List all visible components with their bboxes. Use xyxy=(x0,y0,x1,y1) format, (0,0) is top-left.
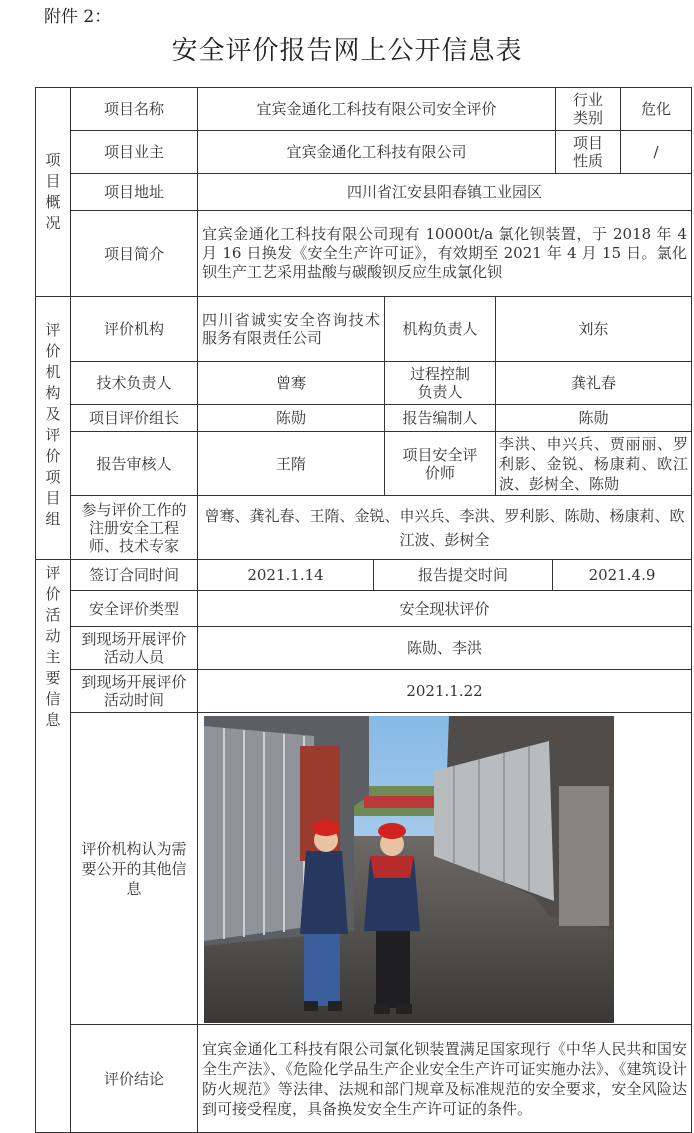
tech-head-label: 技术负责人 xyxy=(96,374,172,392)
submit-time-label: 报告提交时间 xyxy=(417,566,508,584)
process-head-label: 过程控制负责人 xyxy=(409,365,470,401)
project-owner-value: 宜宾金通化工科技有限公司 xyxy=(286,143,467,161)
process-head-value: 龚礼春 xyxy=(570,374,616,392)
assessment-type-label: 安全评价类型 xyxy=(88,599,179,618)
section-org: 评价机构及评价项目组 xyxy=(45,321,61,528)
other-info-label: 评价机构认为需要公开的其他信息 xyxy=(81,839,187,898)
agency-head-label: 机构负责人 xyxy=(402,320,478,338)
project-name-value: 宜宾金通化工科技有限公司安全评价 xyxy=(256,100,497,118)
industry-label: 行业类别 xyxy=(572,91,603,127)
assessors-label: 项目安全评价师 xyxy=(402,445,478,482)
project-address-value: 四川省江安县阳春镇工业园区 xyxy=(346,183,542,201)
team-leader-value: 陈勋 xyxy=(275,409,306,427)
conclusion-value: 宜宾金通化工科技有限公司氯化钡装置满足国家现行《中华人民共和国安全生产法》、《危险化学品生产企业安全生产许可证实施办法》、《建筑设计防火规范》等法律、法规和部门规章及标准规范的安全要求，安全风险达到可接受程度，具备换发安全生产许可证的条件。 xyxy=(202,1039,687,1118)
engineers-value: 曾骞、龚礼春、王隋、金锐、申兴兵、李洪、罗利影、陈勋、杨康莉、欧江波、彭树全 xyxy=(204,506,685,549)
report-writer-label: 报告编制人 xyxy=(402,409,478,427)
attachment-label: 附件 2： xyxy=(44,7,112,27)
project-nature-value: / xyxy=(653,143,659,161)
project-name-label: 项目名称 xyxy=(103,100,164,118)
agency-value: 四川省诚实安全咨询技术服务有限责任公司 xyxy=(202,311,380,347)
site-photo xyxy=(204,716,614,1023)
project-intro-label: 项目简介 xyxy=(103,244,164,263)
site-time-label: 到现场开展评价活动时间 xyxy=(81,673,187,709)
report-writer-value: 陈勋 xyxy=(578,409,609,427)
section-overview: 项目概况 xyxy=(45,151,61,232)
tech-head-value: 曾骞 xyxy=(275,374,306,392)
page-title: 安全评价报告网上公开信息表 xyxy=(171,36,523,66)
engineers-label: 参与评价工作的注册安全工程师、技术专家 xyxy=(81,500,187,555)
project-nature-label: 项目性质 xyxy=(572,134,603,170)
site-time-value: 2021.1.22 xyxy=(406,682,483,700)
contract-time-value: 2021.1.14 xyxy=(247,566,324,584)
project-address-label: 项目地址 xyxy=(103,183,164,201)
submit-time-value: 2021.4.9 xyxy=(588,566,656,584)
section-activity: 评价活动主要信息 xyxy=(45,564,61,729)
contract-time-label: 签订合同时间 xyxy=(88,566,179,584)
site-staff-label: 到现场开展评价活动人员 xyxy=(81,630,187,666)
report-reviewer-label: 报告审核人 xyxy=(96,454,172,473)
agency-label: 评价机构 xyxy=(103,320,164,338)
project-intro-value: 宜宾金通化工科技有限公司现有 10000t/a 氯化钡装置，于 2018 年 4 月 16 日换发《安全生产许可证》，有效期至 2021 年 4 月 15 日。氯化钡生产工艺采用盐酸与碳酸钡反应生成氯化钡 xyxy=(202,225,687,281)
industry-value: 危化 xyxy=(640,100,671,118)
team-leader-label: 项目评价组长 xyxy=(88,409,179,427)
report-reviewer-value: 王隋 xyxy=(275,454,306,473)
conclusion-label: 评价结论 xyxy=(103,1069,164,1088)
project-owner-label: 项目业主 xyxy=(103,143,164,161)
assessors-value: 李洪、申兴兵、贾丽丽、罗利影、金锐、杨康莉、欧江波、彭树全、陈勋 xyxy=(499,434,688,493)
assessment-type-value: 安全现状评价 xyxy=(399,599,490,618)
site-staff-value: 陈勋、李洪 xyxy=(406,639,482,657)
agency-head-value: 刘东 xyxy=(578,320,609,338)
